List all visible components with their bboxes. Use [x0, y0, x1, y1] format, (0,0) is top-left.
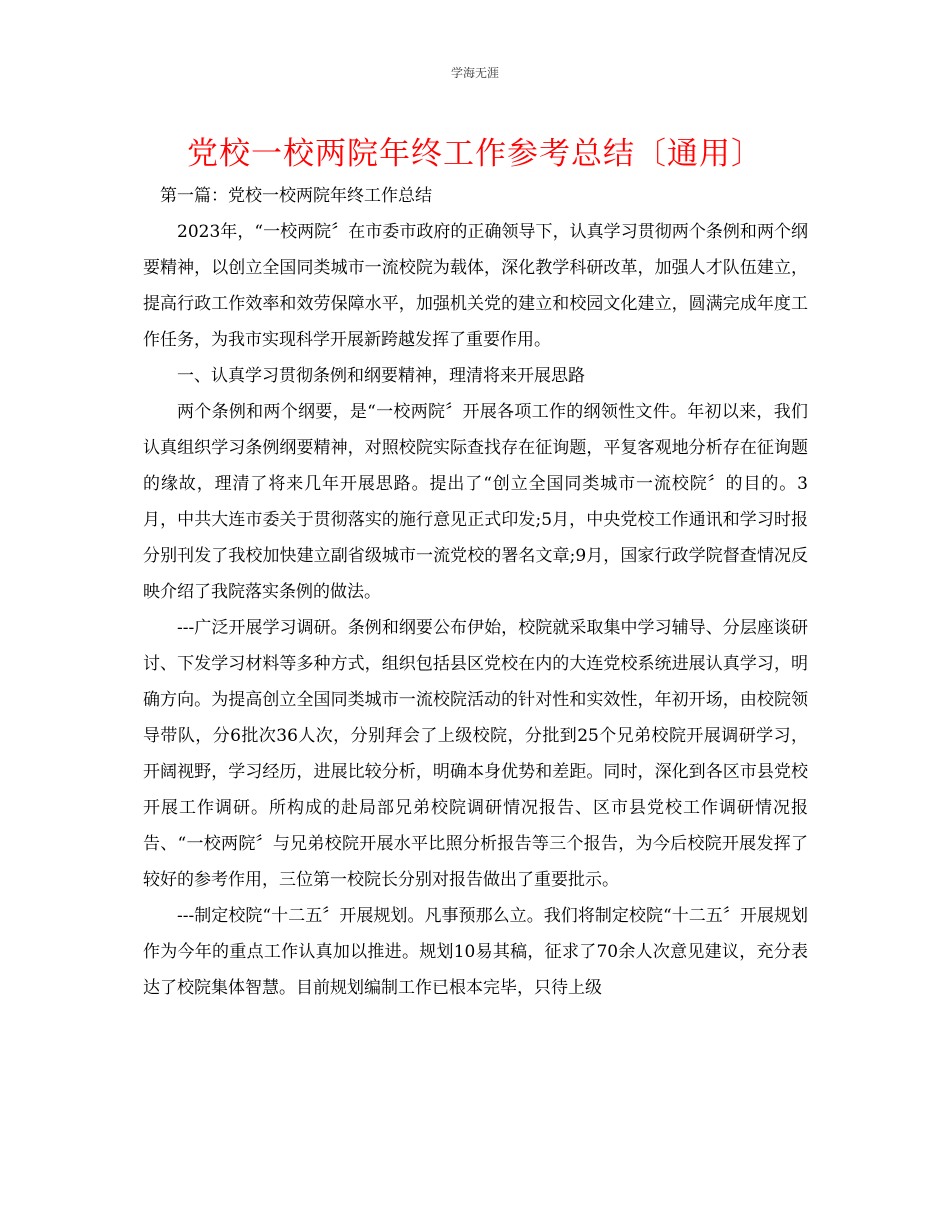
paragraph: ---制定校院“十二五〞开展规划。凡事预那么立。我们将制定校院“十二五〞开展规划作为今年的重点工作认真加以推进。规划10易其稿，征求了70余人次意见建议，充分表达了校院集体智慧。目前规划编制工作已根本完毕，只待上级	[143, 906, 808, 998]
document-subtitle: 第一篇：党校一校两院年终工作总结	[160, 186, 432, 206]
section-heading: 一、认真学习贯彻条例和纲要精神，理清将来开展思路	[177, 366, 585, 386]
document-title: 党校一校两院年终工作参考总结〔通用〕	[187, 136, 763, 172]
paragraph: 两个条例和两个纲要，是“一校两院〞开展各项工作的纲领性文件。年初以来，我们认真组织学习条例纲要精神，对照校院实际查找存在征询题，平复客观地分析存在征询题的缘故，理清了将来几年开展思路。提出了“创立全国同类城市一流校院〞的目的。3月，中共大连市委关于贯彻落实的施行意见正式印发;5月，中央党校工作通讯和学习时报分别刊发了我校加快建立副省级城市一流党校的署名文章;9月，国家行政学院督查情况反映介绍了我院落实条例的做法。	[143, 402, 808, 602]
paragraph: ---广泛开展学习调研。条例和纲要公布伊始，校院就采取集中学习辅导、分层座谈研讨、下发学习材料等多种方式，组织包括县区党校在内的大连党校系统进展认真学习，明确方向。为提高创立全国同类城市一流校院活动的针对性和实效性，年初开场，由校院领导带队，分6批次36人次，分别拜会了上级校院，分批到25个兄弟校院开展调研学习，开阔视野，学习经历，进展比较分析，明确本身优势和差距。同时，深化到各区市县党校开展工作调研。所构成的赴局部兄弟校院调研情况报告、区市县党校工作调研情况报告、“一校两院〞与兄弟校院开展水平比照分析报告等三个报告，为今后校院开展发挥了较好的参考作用，三位第一校院长分别对报告做出了重要批示。	[143, 618, 808, 890]
page-header: 学海无涯	[450, 66, 499, 80]
paragraph: 2023年，“一校两院〞在市委市政府的正确领导下，认真学习贯彻两个条例和两个纲要精神，以创立全国同类城市一流校院为载体，深化教学科研改革，加强人才队伍建立，提高行政工作效率和效劳保障水平，加强机关党的建立和校园文化建立，圆满完成年度工作任务，为我市实现科学开展新跨越发挥了重要作用。	[143, 222, 808, 350]
document-body	[143, 178, 808, 1006]
